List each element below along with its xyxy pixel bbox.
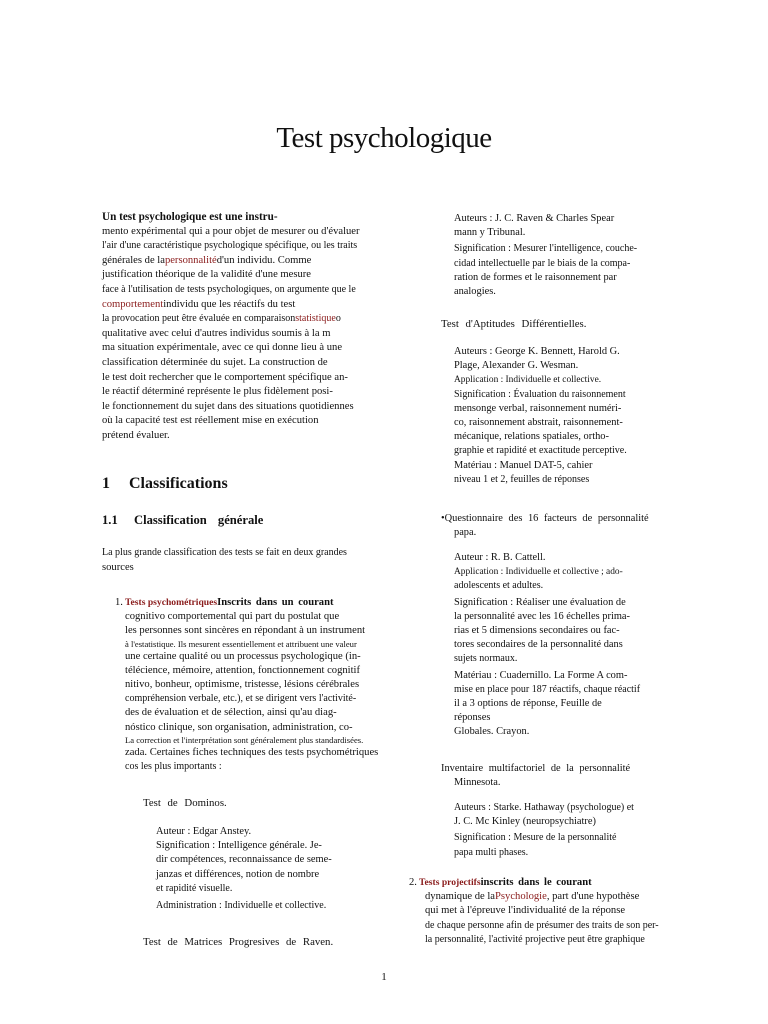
page-number: 1 [381, 971, 387, 983]
test-raven-details: Auteurs : J. C. Raven & Charles Spear mann y Tribunal. Signification : Mesurer l'intelligence, couche- cidad intellectuelle par le biais de la compa- ration de formes et le raisonnement par analogies. [454, 213, 638, 298]
intro-line: justification théorique de la validité d'une mesure [102, 269, 312, 281]
intro-line: comportementindividu que les réactifs du test [102, 298, 296, 310]
intro-line: mento expérimental qui a pour objet de mesurer ou d'évaluer [102, 225, 360, 237]
document-title: Test psychologique [276, 122, 492, 154]
test-raven-title: Test de Matrices Progresives de Raven. [143, 936, 334, 948]
subsection-heading: 1.1 Classification générale [102, 513, 264, 527]
intro-line: la provocation peut être évaluée en comparaisonstatistiqueo [102, 313, 341, 325]
list-item-projective: 2. Tests projectifsinscrits dans le courant dynamique de laPsychologie, part d'une hypothèse qui met à l'épreuve l'individualité de la réponse de chaque personne afin de présumer des traits de son per- la personnalité, l'activité projective peut être graphique [409, 877, 659, 945]
link-tests-projectifs[interactable]: Tests projectifs [419, 877, 481, 888]
test-mmpi-title: Inventaire multifactoriel de la personnalité Minnesota. [441, 763, 631, 789]
test-dat-title: Test d'Aptitudes Différentielles. [441, 318, 587, 330]
intro-line: l'air d'une caractéristique psychologique spécifique, ou les traits [102, 240, 358, 252]
intro-line: qualitative avec celui d'autres individus soumis à la m [102, 327, 331, 339]
list-item-psychometric: 1. Tests psychométriquesInscrits dans un courant cognitivo comportemental qui part du postulat que les personnes sont sincères en répondant à un instrument à l'estatistique. Ils mesurent essentiellement et attribuent une valeur une certaine qualité ou un processus psychologique (in- télécience, mémoire, attention, fonctionnement cognitif nitivo, bonheur, optimisme, tristesse, lésions cérébrales compréhension verbale, etc.), et se dirigent vers l'activité- des de évaluation et de sélection, ainsi qu'au diag- nóstico clinique, son organisation, administration, co- La correction et l'interprétation sont généralement plus standardisées. zada. Certaines fiches techniques des tests psychométriques cos les plus importants : [115, 597, 379, 773]
intro-line: où la capacité test est réellement mise en exécution [102, 415, 319, 427]
test-dat-details: Auteurs : George K. Bennett, Harold G. Plage, Alexander G. Wesman. Application : Individuelle et collective. Signification : Évaluation du raisonnement mensonge verbal, raisonnement numéri- co, raisonnement abstrait, raisonnement- mécanique, relations spatiales, ortho- graphie et rapidité et exactitude perceptive. Matériau : Manuel DAT-5, cahier niveau 1 et 2, feuilles de réponses [454, 346, 627, 485]
intro-line: le fonctionnement du sujet dans des situations quotidiennes [102, 400, 354, 412]
intro-lead: Un test psychologique est une instru- [102, 211, 278, 223]
intro-line: classification déterminée du sujet. La construction de [102, 356, 328, 368]
test-16pf-details: Auteur : R. B. Cattell. Application : Individuelle et collective ; ado- adolescents et adultes. Signification : Réaliser une évaluation de la personnalité avec les 16 échelles prima- rias et 5 dimensions secondaires ou fac- tores secondaires de la personnalité dans sujets normaux. Matériau : Cuadernillo. La Forme A com- mise en place pour 187 réactifs, chaque réactif il a 3 options de réponse, Feuille de réponses Globales. Crayon. [454, 552, 641, 738]
section-heading: 1 Classifications [102, 475, 228, 492]
test-dominos-title: Test de Dominos. [143, 797, 227, 809]
link-tests-psychometriques[interactable]: Tests psychométriques [125, 597, 218, 608]
link-personnalite[interactable]: personnalité [164, 254, 217, 266]
intro-line: face à l'utilisation de tests psychologiques, on argumente que le [102, 283, 356, 295]
link-statistique[interactable]: statistique [295, 313, 336, 325]
link-comportement[interactable]: comportement [102, 298, 164, 310]
intro-paragraph [102, 210, 384, 444]
intro-line: générales de lapersonnalitéd'un individu. Comme [102, 254, 312, 266]
test-16pf-title: •Questionnaire des 16 facteurs de personnalité papa. [441, 513, 649, 539]
intro-line: ma situation expérimentale, avec ce qui donne lieu à une [102, 342, 343, 354]
intro-line: prétend évaluer. [102, 429, 170, 441]
intro-line: le réactif déterminé représente le plus fidèlement posi- [102, 386, 333, 398]
intro-line: le test doit rechercher que le comportement spécifique an- [102, 371, 348, 383]
test-dominos-details: Auteur : Edgar Anstey. Signification : Intelligence générale. Je- dir compétences, reconnaissance de seme- janzas et différences, notion de nombre et rapidité visuelle. Administration : Individuelle et collective. [156, 826, 332, 912]
test-mmpi-details: Auteurs : Starke. Hathaway (psychologue) et J. C. Mc Kinley (neuropsychiatre) Signification : Mesure de la personnalité papa multi phases. [454, 802, 634, 858]
link-psychologie[interactable]: Psychologie [495, 891, 547, 903]
classification-text: La plus grande classification des tests se fait en deux grandes sources [102, 547, 347, 573]
